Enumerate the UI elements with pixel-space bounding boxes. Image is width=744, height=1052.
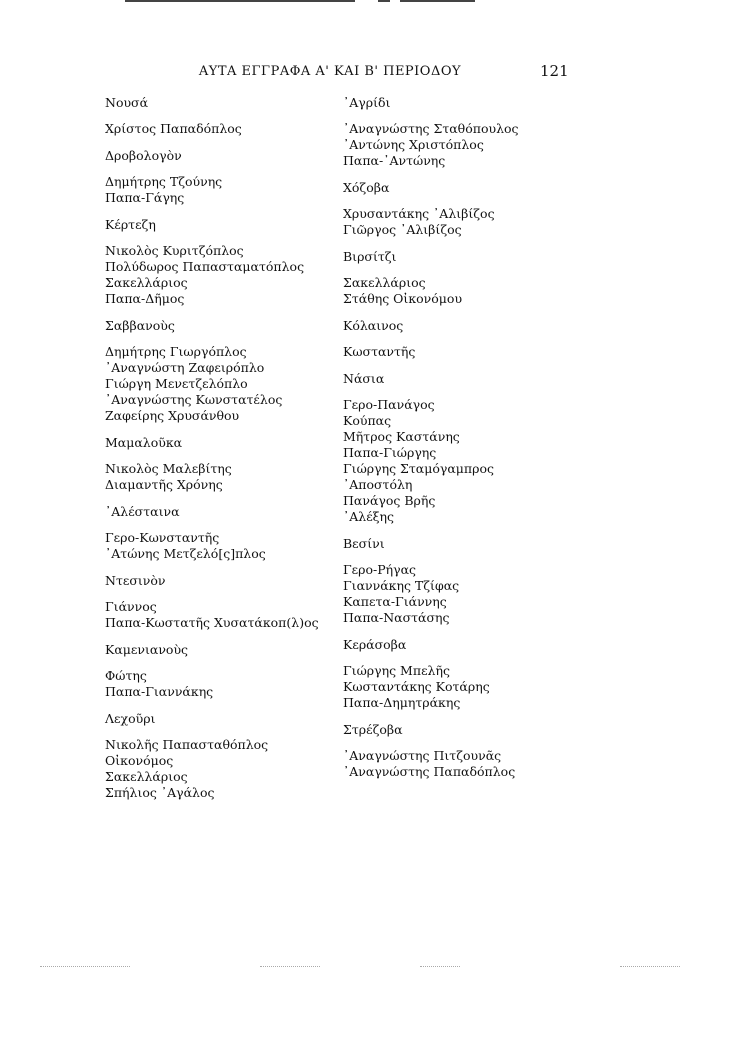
- village-group: [105, 148, 365, 206]
- village-group: [105, 642, 365, 700]
- person-name: Πολύδωρος Παπασταματόπλος: [105, 259, 305, 274]
- left-column: [105, 95, 365, 812]
- village-name: Νουσά: [105, 95, 149, 110]
- village-group: [105, 504, 365, 562]
- village-name: Νάσια: [343, 371, 385, 386]
- person-name: Νικολῆς Παπασταθόπλος: [105, 737, 269, 752]
- village-group: [105, 711, 365, 801]
- village-group: [343, 180, 603, 238]
- village-name: Καμενιανοὺς: [105, 642, 189, 657]
- person-name: Μῆτρος Καστάνης: [343, 429, 460, 444]
- village-group: [105, 573, 365, 631]
- scan-edge-mark: [420, 966, 460, 968]
- person-name: Σακελλάριος: [105, 769, 188, 784]
- right-column: [343, 95, 603, 791]
- village-name: Κέρτεζη: [105, 217, 156, 232]
- person-name: Στάθης Οἰκονόμου: [343, 291, 463, 306]
- village-name: Μαμαλοῦκα: [105, 435, 183, 450]
- person-name: Γερο-Ρήγας: [343, 562, 417, 577]
- village-group: [343, 637, 603, 711]
- village-name: Χόζοβα: [343, 180, 390, 195]
- scan-edge-mark: [125, 0, 355, 2]
- running-header: ΑΥΤΑ ΕΓΓΡΑΦΑ Α' ΚΑΙ Β' ΠΕΡΙΟΔΟΥ: [198, 64, 462, 79]
- person-name: Σακελλάριος: [343, 275, 426, 290]
- person-name: ᾿Αναγνώστης Παπαδόπλος: [343, 764, 516, 779]
- person-name: ᾿Αποστόλη: [343, 477, 413, 492]
- scan-edge-mark: [378, 0, 390, 2]
- village-name: ᾿Αλέσταινα: [105, 504, 180, 519]
- village-name: Λεχοῦρι: [105, 711, 156, 726]
- village-name: Δροβολογὸν: [105, 148, 182, 163]
- village-group: [105, 435, 365, 493]
- village-name: Βιρσίτζι: [343, 249, 397, 264]
- person-name: Παπα-Γάγης: [105, 190, 185, 205]
- person-name: Παπα-Κωστατῆς Χυσατάκοπ(λ)ος: [105, 615, 319, 630]
- person-name: Σπήλιος ᾿Αγάλος: [105, 785, 215, 800]
- scan-edge-mark: [260, 966, 320, 968]
- person-name: Γιῶργος ᾿Αλιβίζος: [343, 222, 462, 237]
- person-name: Παπα-Δῆμος: [105, 291, 185, 306]
- person-name: Γιώργης Μπελῆς: [343, 663, 450, 678]
- person-name: Γιώργη Μενετζελόπλο: [105, 376, 248, 391]
- village-name: ᾿Αγρίδι: [343, 95, 391, 110]
- village-group: [105, 95, 365, 137]
- village-group: [343, 371, 603, 525]
- person-name: Πανάγος Βρῆς: [343, 493, 436, 508]
- person-name: Διαμαντῆς Χρόνης: [105, 477, 223, 492]
- person-name: Σακελλάριος: [105, 275, 188, 290]
- person-name: ᾿Αλέξης: [343, 509, 395, 524]
- village-group: [105, 318, 365, 424]
- village-group: [343, 95, 603, 169]
- village-name: Κεράσοβα: [343, 637, 407, 652]
- person-name: Γερο-Πανάγος: [343, 397, 435, 412]
- person-name: ᾿Αναγνώστης Πιτζουνᾶς: [343, 748, 502, 763]
- village-name: Στρέζοβα: [343, 722, 403, 737]
- person-name: Γιαννάκης Τζίφας: [343, 578, 460, 593]
- person-name: Κωσταντάκης Κοτάρης: [343, 679, 490, 694]
- person-name: Παπα-Ναστάσης: [343, 610, 450, 625]
- person-name: ᾿Αντώνης Χριστόπλος: [343, 137, 484, 152]
- person-name: Παπα-Γιαννάκης: [105, 684, 214, 699]
- person-name: Παπα-Δημητράκης: [343, 695, 461, 710]
- village-name: Ντεσινὸν: [105, 573, 166, 588]
- person-name: Δημήτρης Γιωργόπλος: [105, 344, 247, 359]
- village-group: [105, 217, 365, 307]
- village-name: Κόλαινος: [343, 318, 404, 333]
- village-name: Βεσίνι: [343, 536, 385, 551]
- person-name: Ζαφείρης Χρυσάνθου: [105, 408, 240, 423]
- person-name: ᾿Αναγνώστη Ζαφειρόπλο: [105, 360, 265, 375]
- person-name: Χρυσαντάκης ᾿Αλιβίζος: [343, 206, 495, 221]
- person-name: Παπα-᾿Αντώνης: [343, 153, 446, 168]
- scan-edge-mark: [40, 966, 130, 968]
- person-name: Δημήτρης Τζούνης: [105, 174, 223, 189]
- person-name: Οἰκονόμος: [105, 753, 174, 768]
- person-name: Κωσταντῆς: [343, 344, 416, 359]
- person-name: ᾿Αναγνώστης Σταθόπουλος: [343, 121, 519, 136]
- scan-edge-mark: [400, 0, 475, 2]
- village-group: [343, 249, 603, 307]
- person-name: ᾿Ατώνης Μετζελό[ς]πλος: [105, 546, 266, 561]
- person-name: ᾿Αναγνώστης Κωνστατέλος: [105, 392, 283, 407]
- person-name: Κούπας: [343, 413, 392, 428]
- village-name: Σαββανοὺς: [105, 318, 175, 333]
- page-number: 121: [540, 62, 569, 80]
- person-name: Φώτης: [105, 668, 147, 683]
- scan-edge-mark: [620, 966, 680, 968]
- person-name: Νικολὸς Μαλεβίτης: [105, 461, 232, 476]
- person-name: Νικολὸς Κυριτζόπλος: [105, 243, 244, 258]
- village-group: [343, 722, 603, 780]
- person-name: Παπα-Γιώργης: [343, 445, 437, 460]
- person-name: Γιώργης Σταμόγαμπρος: [343, 461, 495, 476]
- person-name: Χρίστος Παπαδόπλος: [105, 121, 242, 136]
- village-group: [343, 536, 603, 626]
- person-name: Καπετα-Γιάννης: [343, 594, 447, 609]
- person-name: Γιάννος: [105, 599, 157, 614]
- person-name: Γερο-Κωνσταντῆς: [105, 530, 220, 545]
- village-group: [343, 318, 603, 360]
